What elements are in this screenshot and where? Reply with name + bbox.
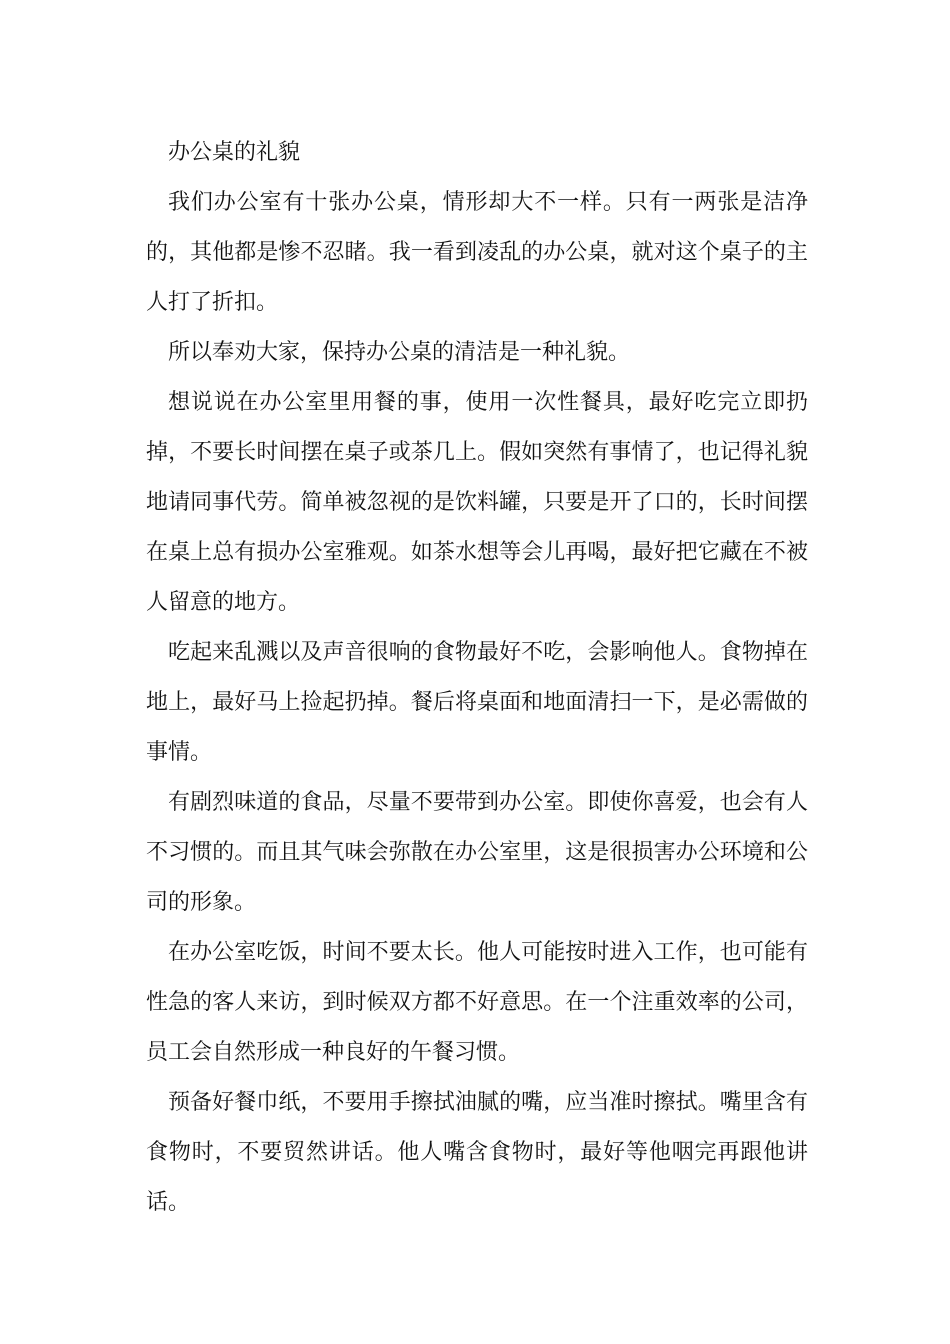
paragraph-7: 预备好餐巾纸，不要用手擦拭油腻的嘴，应当准时擦拭。嘴里含有食物时，不要贸然讲话。他人嘴含食物时，最好等他咽完再跟他讲话。	[146, 1090, 808, 1215]
document-title: 办公桌的礼貌	[168, 140, 301, 165]
paragraph-2: 所以奉劝大家，保持办公桌的清洁是一种礼貌。	[168, 340, 631, 365]
paragraph-1: 我们办公室有十张办公桌，情形却大不一样。只有一两张是洁净的，其他都是惨不忍睹。我一看到凌乱的办公桌，就对这个桌子的主人打了折扣。	[146, 190, 808, 315]
paragraph-4: 吃起来乱溅以及声音很响的食物最好不吃，会影响他人。食物掉在地上，最好马上捡起扔掉。餐后将桌面和地面清扫一下，是必需做的事情。	[146, 640, 808, 765]
paragraph-5: 有剧烈味道的食品，尽量不要带到办公室。即使你喜爱，也会有人不习惯的。而且其气味会弥散在办公室里，这是很损害办公环境和公司的形象。	[146, 790, 808, 915]
document-page	[146, 128, 808, 1228]
paragraph-3: 想说说在办公室里用餐的事，使用一次性餐具，最好吃完立即扔掉，不要长时间摆在桌子或茶几上。假如突然有事情了，也记得礼貌地请同事代劳。简单被忽视的是饮料罐，只要是开了口的，长时间摆在桌上总有损办公室雅观。如茶水想等会儿再喝，最好把它藏在不被人留意的地方。	[146, 390, 808, 615]
paragraph-6: 在办公室吃饭，时间不要太长。他人可能按时进入工作，也可能有性急的客人来访，到时候双方都不好意思。在一个注重效率的公司，员工会自然形成一种良好的午餐习惯。	[146, 940, 808, 1065]
